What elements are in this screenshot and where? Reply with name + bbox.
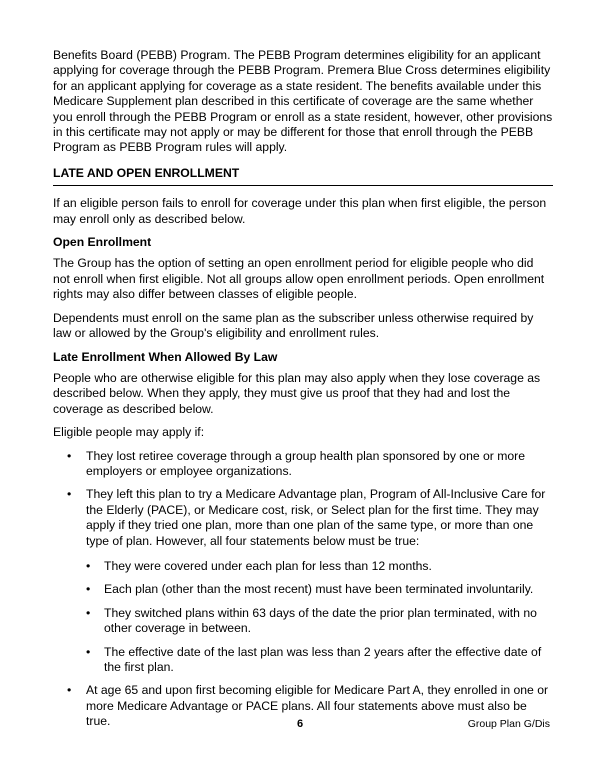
section-intro-paragraph: If an eligible person fails to enroll for coverage under this plan when first eligible, the person may enroll only as described below. <box>53 196 547 226</box>
list-item <box>53 487 553 675</box>
intro-paragraph: Benefits Board (PEBB) Program. The PEBB Program determines eligibility for an applicant applying for coverage through the PEBB Program. Premera Blue Cross determines eligibility for an applicant applying for coverage as a state resident. The benefits available under this Medicare Supplement plan described in this certificate of coverage are the same whether you enroll through the PEBB Program or enroll as a state resident, however, other provisions in this certificate may not apply or may be different for those that enroll through the PEBB Program as PEBB Program rules will apply. <box>53 48 553 155</box>
bullet-icon: • <box>86 605 91 620</box>
bullet-icon: • <box>86 644 91 659</box>
bullet-icon: • <box>86 558 91 573</box>
sub-bullet-list <box>86 559 553 675</box>
list-item-text: They left this plan to try a Medicare Advantage plan, Program of All-Inclusive Care for the Elderly (PACE), or Medicare cost, risk, or Select plan for the first time. They may apply if they tried one plan, more than one plan of the same type, or more than one type of plan. However, all four statements below must be true: <box>86 487 546 548</box>
sub-list-item <box>86 645 553 676</box>
list-item-text: They lost retiree coverage through a group health plan sponsored by one or more employers or employee organizations. <box>86 448 526 478</box>
bullet-icon: • <box>86 582 91 597</box>
sub-list-item <box>86 606 553 637</box>
bullet-icon: • <box>67 683 72 698</box>
sub-list-item <box>86 559 553 574</box>
open-enrollment-paragraph-1: The Group has the option of setting an open enrollment period for eligible people who did not enroll when first eligible. Not all groups allow open enrollment periods. Open enrollment rights may also differ between classes of eligible people. <box>53 256 545 302</box>
section-heading-late-open-enrollment: LATE AND OPEN ENROLLMENT <box>53 166 553 186</box>
late-enrollment-paragraph-1: People who are otherwise eligible for this plan may also apply when they lose coverage as described below. When they apply, they must give us proof that they had and lost the coverage as described below. <box>53 370 541 416</box>
eligibility-bullet-list <box>53 449 553 730</box>
heading-late-enrollment: Late Enrollment When Allowed By Law <box>53 349 278 364</box>
list-item-text: At age 65 and upon first becoming eligible for Medicare Part A, they enrolled in one or more Medicare Advantage or PACE plans. All four statements above must also be true. <box>86 683 549 729</box>
sub-list-item-text: The effective date of the last plan was less than 2 years after the effective date of the first plan. <box>104 644 542 674</box>
sub-list-item-text: They switched plans within 63 days of the date the prior plan terminated, with no other coverage in between. <box>104 605 537 636</box>
sub-list-item-text: They were covered under each plan for less than 12 months. <box>104 558 432 573</box>
footer-page-number: 6 <box>296 718 304 730</box>
sub-list-item <box>86 582 553 597</box>
footer-plan-label: Group Plan G/Dis <box>467 718 550 730</box>
open-enrollment-paragraph-2: Dependents must enroll on the same plan as the subscriber unless otherwise required by law or allowed by the Group's eligibility and enrollment rules. <box>53 310 534 341</box>
late-enrollment-paragraph-2: Eligible people may apply if: <box>53 425 205 440</box>
heading-open-enrollment: Open Enrollment <box>53 235 152 250</box>
list-item <box>53 449 553 480</box>
sub-list-item-text: Each plan (other than the most recent) must have been terminated involuntarily. <box>104 582 534 597</box>
page-content <box>53 48 553 738</box>
bullet-icon: • <box>67 487 72 502</box>
bullet-icon: • <box>67 448 72 463</box>
